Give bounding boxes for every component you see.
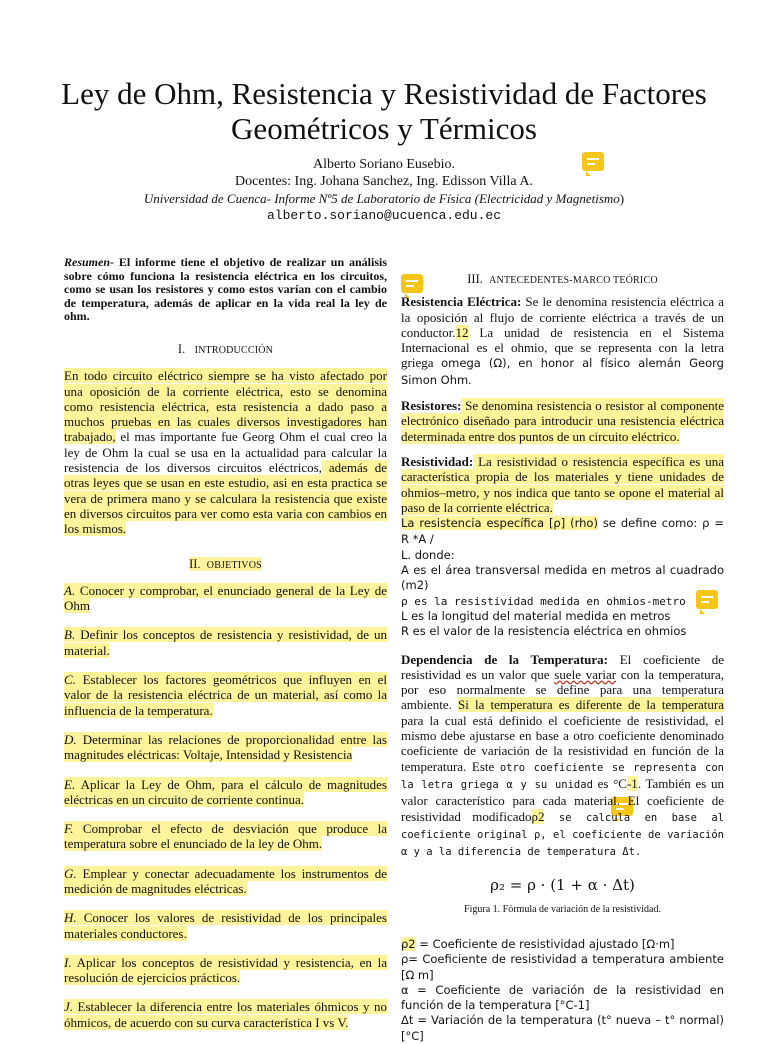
section-number: II. bbox=[189, 556, 201, 571]
paragraph-resistance bbox=[401, 294, 724, 388]
paragraph-text: . bbox=[468, 371, 472, 387]
objective-text: Conocer los valores de resistividad de los principales materiales conductores. bbox=[64, 910, 387, 941]
objective-highlight bbox=[64, 583, 387, 613]
section-number: I. bbox=[177, 341, 186, 356]
highlighted-text: La resistencia específica [ρ] (rho) bbox=[401, 516, 598, 531]
objective-text: Establecer los factores geométricos que influyen en el valor de la resistencia eléctrica de un material, así como la influencia de la temperatura. bbox=[64, 672, 387, 718]
paragraph-text: . También es un valor característico para cada material. El coeficiente de resistividad modificado bbox=[401, 775, 724, 824]
section-heading-highlight bbox=[189, 557, 262, 571]
affiliation-close: ) bbox=[619, 191, 625, 206]
legend-rho: ρ= Coeficiente de resistividad a temperatura ambiente [Ω m] bbox=[401, 952, 724, 982]
figure-caption: Figura 1. Fórmula de variación de la resistividad. bbox=[464, 903, 661, 915]
objective-letter: A. bbox=[64, 582, 76, 598]
objective-item bbox=[64, 732, 387, 763]
section-number: III. bbox=[467, 272, 483, 286]
objective-highlight bbox=[64, 777, 387, 807]
objective-text: Definir los conceptos de resistencia y resistividad, de un material. bbox=[64, 627, 387, 658]
paragraph-text: La unidad de resistencia en el Sistema Internacional es el ohmio, que se representa con la letra griega bbox=[401, 324, 724, 371]
objective-letter: G. bbox=[64, 865, 77, 881]
objective-item bbox=[64, 866, 387, 897]
objective-letter: I. bbox=[64, 954, 72, 970]
legend-text: = Coeficiente de resistividad ajustado [Ω·m] bbox=[415, 936, 675, 951]
paragraph-text: El coeficiente de resistividad es un valor que bbox=[401, 651, 724, 682]
section-title: INTRODUCCIÓN bbox=[194, 344, 274, 356]
left-column bbox=[64, 256, 387, 1044]
highlighted-text: -1 bbox=[626, 775, 638, 791]
objective-highlight bbox=[64, 910, 387, 940]
highlighted-text: En todo circuito eléctrico siempre se ha visto afectado por una oposición de la corriente eléctrica, esto se denomina como resistencia eléctrica, esta resistencia a dado paso a muchos pruebas en las cuales diversos investigadores han trabajado, bbox=[64, 368, 387, 445]
section-heading-objectives bbox=[64, 557, 387, 573]
objective-highlight bbox=[64, 821, 387, 851]
objective-letter: F. bbox=[64, 821, 74, 837]
term-label: Dependencia de la Temperatura: bbox=[401, 651, 609, 667]
resistivity-formula: ρ₂ = ρ · (1 + α · Δt) bbox=[490, 876, 635, 895]
resistivity-formula-line bbox=[401, 515, 724, 548]
flagged-text: suele variar bbox=[554, 666, 617, 682]
definition-line: A es el área transversal medida en metros al cuadrado (m2) bbox=[401, 563, 724, 593]
objective-highlight bbox=[64, 866, 387, 896]
objective-letter: H. bbox=[64, 910, 77, 926]
objective-text: Establecer la diferencia entre los materiales óhmicos y no óhmicos, de acuerdo con su curva característica I vs V. bbox=[64, 999, 387, 1030]
paragraph-text: otro coeficiente se representa con la letra griega α y su unidad bbox=[401, 761, 724, 791]
document-title bbox=[40, 76, 728, 146]
author-block bbox=[40, 156, 728, 224]
highlighted-text: La resistividad o resistencia específica es una característica propia de los materiales y tiene unidades de ohmios–metro, y nos indica que tanto se opone el material al paso de la corriente eléctrica. bbox=[401, 453, 724, 515]
objective-item bbox=[64, 583, 387, 614]
objective-item bbox=[64, 672, 387, 718]
author-name: Alberto Soriano Eusebio. bbox=[313, 157, 455, 172]
formula-text: L. donde: bbox=[401, 547, 455, 562]
affiliation bbox=[40, 190, 728, 207]
legend-rho2 bbox=[401, 937, 724, 952]
objective-text: Aplicar la Ley de Ohm, para el cálculo de magnitudes eléctricas en un circuito de corriente continua. bbox=[64, 776, 387, 807]
legend-alpha: α = Coeficiente de variación de la resistividad en función de la temperatura [°C-1] bbox=[401, 982, 724, 1013]
teachers: Docentes: Ing. Johana Sanchez, Ing. Edisson Villa A. bbox=[235, 174, 533, 189]
objective-highlight bbox=[64, 672, 387, 718]
paragraph-text: se calcula en base al coeficiente original ρ, el coeficiente de variación α y a la diferencia de temperatura Δt. bbox=[401, 811, 725, 859]
objective-text: Determinar las relaciones de proporcionalidad entre las magnitudes eléctricas: Voltaje, Intensidad y Resistencia bbox=[64, 731, 387, 763]
term-label: Resistores: bbox=[401, 398, 462, 414]
objective-item bbox=[64, 910, 387, 941]
definition-line: ρ es la resistividad medida en ohmios-metro bbox=[401, 594, 686, 608]
formula-text: se define como: ρ = R *A / bbox=[401, 516, 725, 547]
highlighted-text: ρ2 bbox=[401, 936, 416, 951]
affiliation-text: Universidad de Cuenca- Informe Nº5 de Laboratorio de Física (Electricidad y Magnetismo bbox=[143, 191, 620, 206]
paragraph-text: con la temperatura, por eso normalmente se define para una temperatura ambiente. bbox=[401, 666, 724, 713]
section-heading-background bbox=[401, 272, 724, 288]
objective-item bbox=[64, 999, 387, 1030]
objective-highlight bbox=[64, 732, 387, 762]
highlighted-text: ρ2 bbox=[531, 808, 545, 824]
objective-text: Emplear y conectar adecuadamente los instrumentos de medición de magnitudes eléctricas. bbox=[64, 865, 387, 896]
abstract-text: El informe tiene el objetivo de realizar un análisis sobre cómo funciona la resistencia eléctrica en los circuitos, como se usan los resistores y como estos varían con el cambio de temperatura, además de aplicar en la vida real la ley de ohm. bbox=[64, 255, 387, 324]
paragraph-resistors bbox=[401, 398, 724, 444]
abstract-label: Resumen- bbox=[64, 255, 115, 269]
objective-highlight bbox=[64, 627, 387, 657]
abstract bbox=[64, 256, 387, 324]
paragraph-text: es °C bbox=[592, 775, 627, 791]
intro-text: el mas importante fue Georg Ohm el cual creo la ley de Ohm la cual se usa en la actualidad para calcular la resistencia de los diversos circuitos eléctricos, bbox=[64, 429, 387, 476]
objective-text: Conocer y comprobar, el enunciado general de la Ley de Ohm bbox=[64, 582, 387, 614]
title-line-2: Geométricos y Térmicos bbox=[231, 111, 537, 146]
objective-highlight bbox=[64, 955, 387, 985]
objective-item bbox=[64, 777, 387, 808]
right-column bbox=[401, 272, 724, 1044]
author-email: alberto.soriano@ucuenca.edu.ec bbox=[266, 208, 502, 223]
objective-letter: D. bbox=[64, 731, 77, 747]
section-title: ANTECEDENTES-MARCO TEÓRICO bbox=[489, 275, 658, 286]
paragraph-temperature bbox=[401, 652, 724, 861]
reference-marker: 12 bbox=[455, 324, 469, 340]
highlighted-text: Si la temperatura es diferente de la temperatura bbox=[458, 697, 725, 713]
objective-highlight bbox=[64, 999, 387, 1029]
paragraph-text: Se le denomina resistencia eléctrica a la oposición al flujo de corriente eléctrica a través de un conductor. bbox=[401, 294, 725, 340]
definition-line: R es el valor de la resistencia eléctrica en ohmios bbox=[401, 624, 687, 639]
paragraph-text: para la cual está definido el coeficiente de resistividad, el mismo debe ajustarse en base a otro coeficiente denominado coeficiente de variación de la resistividad en función de la temperatura. Este bbox=[401, 712, 724, 774]
legend-delta-t: Δt = Variación de la temperatura (t° nueva – t° normal) [°C] bbox=[401, 1013, 724, 1043]
objective-letter: C. bbox=[64, 672, 76, 688]
definition-line: L es la longitud del material medida en metros bbox=[401, 608, 671, 623]
paragraph-resistivity bbox=[401, 454, 724, 515]
objective-item bbox=[64, 955, 387, 986]
highlighted-text: Se denomina resistencia o resistor al componente electrónico diseñado para introducir una resistencia eléctrica determinada entre dos puntos de un circuito eléctrico. bbox=[401, 398, 724, 444]
title-line-1: Ley de Ohm, Resistencia y Resistividad de Factores bbox=[61, 76, 707, 111]
paragraph-text: omega (Ω), en honor al físico alemán Georg Simon Ohm bbox=[401, 356, 724, 387]
term-label: Resistividad: bbox=[401, 453, 474, 469]
objective-text: Aplicar los conceptos de resistividad y resistencia, en la resolución de ejercicios prácticos. bbox=[64, 954, 387, 986]
objective-letter: E. bbox=[64, 776, 76, 792]
objective-letter: B. bbox=[64, 627, 76, 643]
objective-item bbox=[64, 627, 387, 658]
objective-item bbox=[64, 821, 387, 852]
highlighted-text: además de otras leyes que se usan en este estudio, asi en esta practica se vera de primera mano y se calculara la resistencia que existe en diversos circuitos para ver como esta varia con cambios en los mismos. bbox=[64, 460, 387, 537]
term-label: Resistencia Eléctrica: bbox=[401, 294, 522, 310]
objective-letter: J. bbox=[64, 999, 74, 1015]
objectives-list bbox=[64, 583, 387, 1030]
comment-icon[interactable] bbox=[582, 152, 604, 171]
section-title: OBJETIVOS bbox=[206, 559, 262, 571]
objective-text: Comprobar el efecto de desviación que produce la temperatura sobre el enunciado de la ley de Ohm. bbox=[64, 821, 387, 852]
intro-paragraph bbox=[64, 368, 387, 536]
section-heading-intro bbox=[64, 342, 387, 358]
